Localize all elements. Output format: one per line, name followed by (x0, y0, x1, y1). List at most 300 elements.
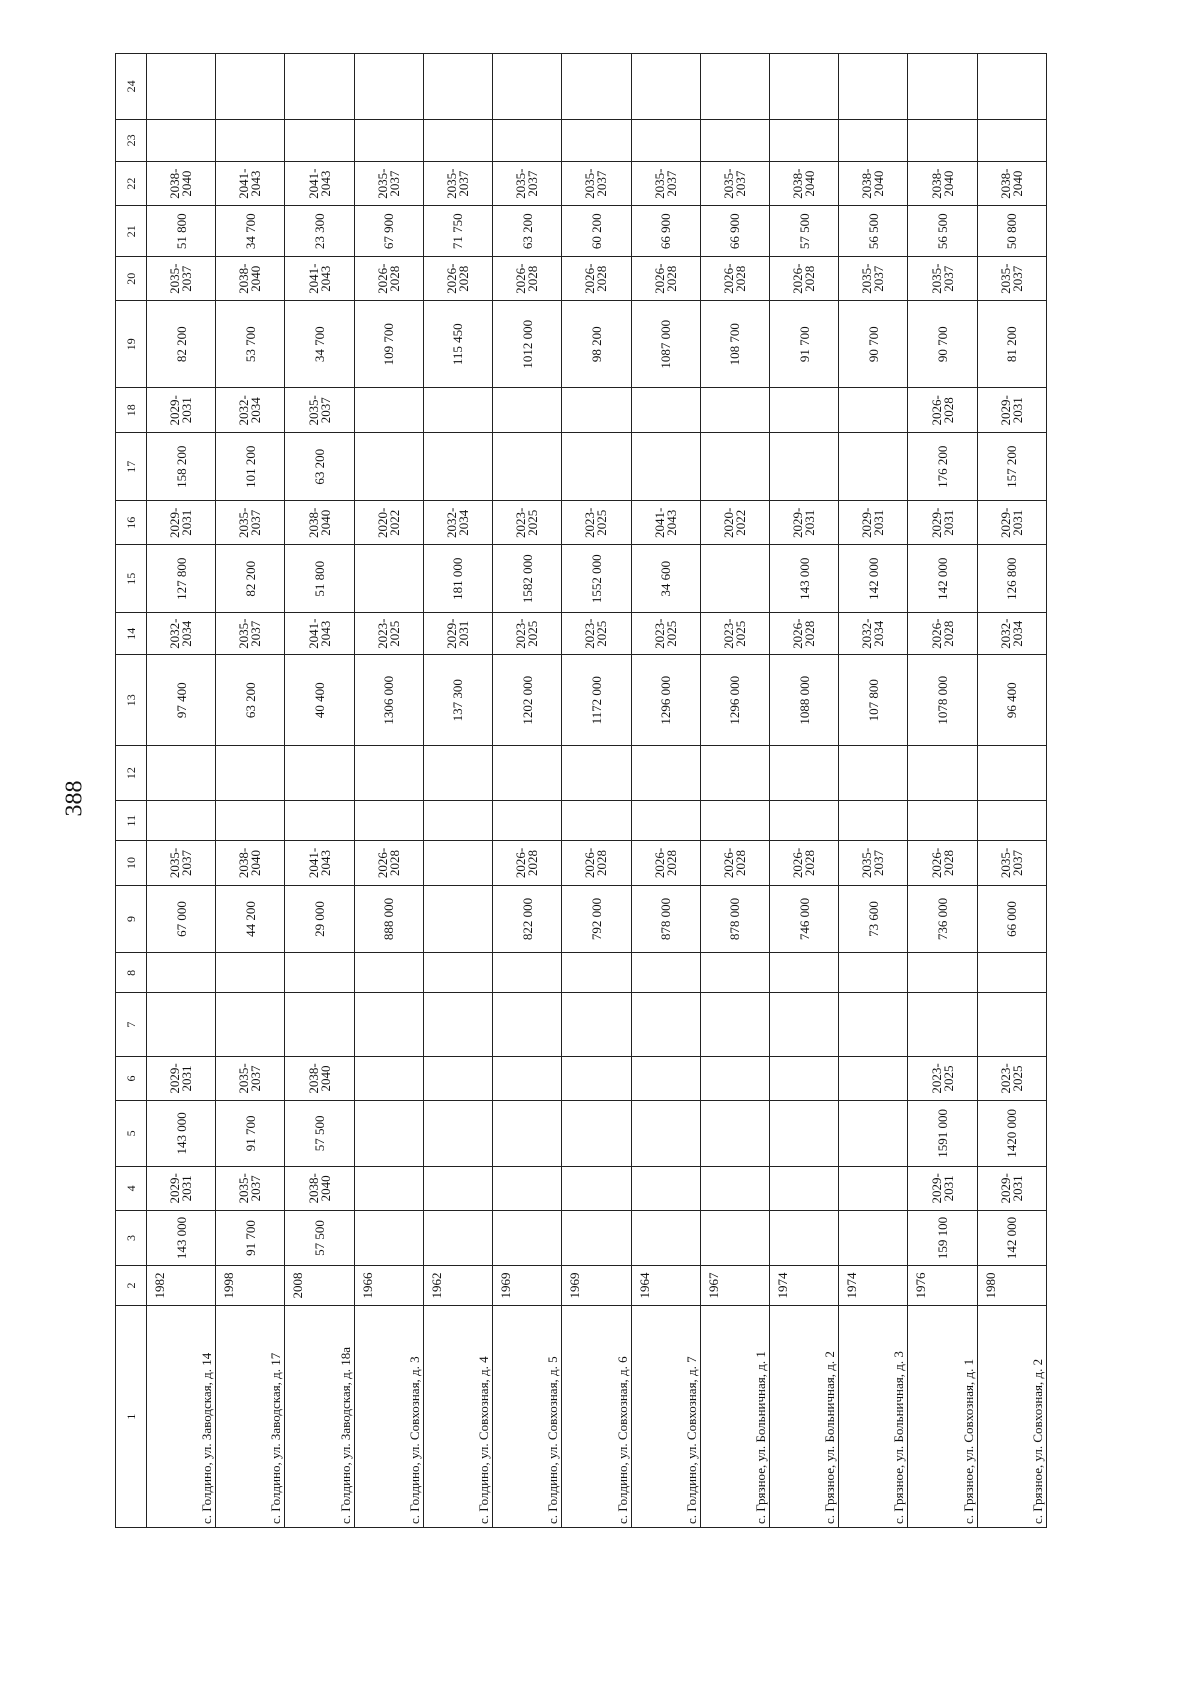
period-cell-col-22: 2035- 2037 (631, 161, 700, 205)
value-cell-col-24 (700, 54, 769, 120)
value-cell-col-8 (354, 953, 423, 993)
value-cell-col-11 (769, 801, 838, 841)
period-cell-col-20: 2026- 2028 (631, 257, 700, 301)
period-cell-col-16: 2029- 2031 (839, 501, 908, 545)
value-cell-col-17 (700, 433, 769, 501)
period-cell-col-16: 2029- 2031 (147, 501, 216, 545)
value-cell-col-11 (354, 801, 423, 841)
value-cell-col-24 (631, 54, 700, 120)
value-cell-col-19: 82 200 (147, 301, 216, 388)
period-cell-col-6 (839, 1056, 908, 1100)
value-cell-col-19: 53 700 (216, 301, 285, 388)
value-cell-col-5: 1420 000 (977, 1101, 1046, 1167)
value-cell-col-9 (423, 885, 492, 953)
address-cell: с. Голдино, ул. Заводская, д. 18а (285, 1306, 354, 1528)
column-number-16: 16 (116, 501, 147, 545)
value-cell-col-5: 1591 000 (908, 1101, 977, 1167)
value-cell-col-15: 1582 000 (493, 545, 562, 613)
value-cell-col-8 (977, 953, 1046, 993)
value-cell-col-21: 71 750 (423, 206, 492, 257)
period-cell-col-6: 2035- 2037 (216, 1056, 285, 1100)
period-cell-col-18 (769, 388, 838, 433)
address-cell: с. Голдино, ул. Совхозная, д. 4 (423, 1306, 492, 1528)
value-cell-col-3 (631, 1211, 700, 1266)
value-cell-col-8 (631, 953, 700, 993)
value-cell-col-7 (839, 993, 908, 1056)
period-cell-col-6 (769, 1056, 838, 1100)
value-cell-col-13: 1296 000 (700, 655, 769, 746)
value-cell-col-5 (562, 1101, 631, 1167)
value-cell-col-3: 57 500 (285, 1211, 354, 1266)
value-cell-col-17 (423, 433, 492, 501)
period-cell-col-14: 2023- 2025 (493, 613, 562, 655)
value-cell-col-15: 1552 000 (562, 545, 631, 613)
value-cell-col-8 (700, 953, 769, 993)
period-cell-col-22: 2035- 2037 (354, 161, 423, 205)
period-cell-col-14: 2023- 2025 (562, 613, 631, 655)
value-cell-col-13: 1296 000 (631, 655, 700, 746)
value-cell-col-9: 878 000 (631, 885, 700, 953)
value-cell-col-17: 158 200 (147, 433, 216, 501)
value-cell-col-23 (769, 119, 838, 161)
value-cell-col-8 (769, 953, 838, 993)
value-cell-col-17: 101 200 (216, 433, 285, 501)
value-cell-col-13: 96 400 (977, 655, 1046, 746)
value-cell-col-12 (216, 746, 285, 801)
period-cell-col-18 (562, 388, 631, 433)
value-cell-col-12 (562, 746, 631, 801)
value-cell-col-11 (631, 801, 700, 841)
value-cell-col-23 (908, 119, 977, 161)
value-cell-col-12 (631, 746, 700, 801)
value-cell-col-7 (423, 993, 492, 1056)
value-cell-col-8 (285, 953, 354, 993)
value-cell-col-12 (769, 746, 838, 801)
period-cell-col-16: 2023- 2025 (562, 501, 631, 545)
value-cell-col-9: 792 000 (562, 885, 631, 953)
period-cell-col-6 (493, 1056, 562, 1100)
column-number-9: 9 (116, 885, 147, 953)
value-cell-col-7 (493, 993, 562, 1056)
period-cell-col-18: 2029- 2031 (977, 388, 1046, 433)
value-cell-col-13: 63 200 (216, 655, 285, 746)
value-cell-col-11 (285, 801, 354, 841)
period-cell-col-10: 2026- 2028 (769, 841, 838, 885)
period-cell-col-4: 2029- 2031 (147, 1166, 216, 1210)
period-cell-col-10 (423, 841, 492, 885)
period-cell-col-18 (631, 388, 700, 433)
period-cell-col-6 (700, 1056, 769, 1100)
year-cell: 1969 (493, 1265, 562, 1305)
value-cell-col-19: 1087 000 (631, 301, 700, 388)
period-cell-col-16: 2029- 2031 (769, 501, 838, 545)
value-cell-col-15: 82 200 (216, 545, 285, 613)
period-cell-col-22: 2035- 2037 (423, 161, 492, 205)
period-cell-col-16: 2029- 2031 (977, 501, 1046, 545)
rotated-table-container (115, 53, 1047, 1528)
value-cell-col-13: 1088 000 (769, 655, 838, 746)
period-cell-col-22: 2038- 2040 (908, 161, 977, 205)
value-cell-col-11 (908, 801, 977, 841)
value-cell-col-23 (562, 119, 631, 161)
table-row (147, 54, 216, 1528)
value-cell-col-19: 108 700 (700, 301, 769, 388)
period-cell-col-14: 2035- 2037 (216, 613, 285, 655)
value-cell-col-9: 888 000 (354, 885, 423, 953)
period-cell-col-22: 2038- 2040 (769, 161, 838, 205)
value-cell-col-13: 97 400 (147, 655, 216, 746)
value-cell-col-7 (631, 993, 700, 1056)
value-cell-col-3 (839, 1211, 908, 1266)
period-cell-col-14: 2029- 2031 (423, 613, 492, 655)
value-cell-col-21: 56 500 (839, 206, 908, 257)
value-cell-col-9: 822 000 (493, 885, 562, 953)
value-cell-col-19: 1012 000 (493, 301, 562, 388)
value-cell-col-21: 66 900 (631, 206, 700, 257)
value-cell-col-17 (631, 433, 700, 501)
address-cell: с. Грязное, ул. Больничная, д. 1 (700, 1306, 769, 1528)
period-cell-col-18: 2026- 2028 (908, 388, 977, 433)
address-cell: с. Голдино, ул. Заводская, д. 14 (147, 1306, 216, 1528)
column-number-3: 3 (116, 1211, 147, 1266)
value-cell-col-5 (493, 1101, 562, 1167)
period-cell-col-6: 2023- 2025 (908, 1056, 977, 1100)
value-cell-col-3 (493, 1211, 562, 1266)
address-cell: с. Голдино, ул. Заводская, д. 17 (216, 1306, 285, 1528)
value-cell-col-24 (977, 54, 1046, 120)
column-number-13: 13 (116, 655, 147, 746)
table-row (285, 54, 354, 1528)
period-cell-col-4 (423, 1166, 492, 1210)
value-cell-col-3: 143 000 (147, 1211, 216, 1266)
value-cell-col-9: 736 000 (908, 885, 977, 953)
value-cell-col-19: 81 200 (977, 301, 1046, 388)
value-cell-col-12 (700, 746, 769, 801)
value-cell-col-12 (493, 746, 562, 801)
period-cell-col-4 (354, 1166, 423, 1210)
value-cell-col-11 (977, 801, 1046, 841)
value-cell-col-23 (839, 119, 908, 161)
table-row (562, 54, 631, 1528)
year-cell: 1976 (908, 1265, 977, 1305)
period-cell-col-20: 2035- 2037 (839, 257, 908, 301)
value-cell-col-7 (769, 993, 838, 1056)
value-cell-col-3: 91 700 (216, 1211, 285, 1266)
value-cell-col-3 (562, 1211, 631, 1266)
table-row (769, 54, 838, 1528)
period-cell-col-6: 2038- 2040 (285, 1056, 354, 1100)
value-cell-col-5 (423, 1101, 492, 1167)
period-cell-col-22: 2035- 2037 (700, 161, 769, 205)
column-number-19: 19 (116, 301, 147, 388)
value-cell-col-5: 143 000 (147, 1101, 216, 1167)
value-cell-col-12 (285, 746, 354, 801)
value-cell-col-19: 90 700 (908, 301, 977, 388)
column-number-14: 14 (116, 613, 147, 655)
value-cell-col-24 (285, 54, 354, 120)
value-cell-col-11 (700, 801, 769, 841)
value-cell-col-21: 63 200 (493, 206, 562, 257)
value-cell-col-9: 29 000 (285, 885, 354, 953)
value-cell-col-12 (147, 746, 216, 801)
period-cell-col-10: 2035- 2037 (839, 841, 908, 885)
value-cell-col-21: 51 800 (147, 206, 216, 257)
address-cell: с. Грязное, ул. Совхозная, д. 1 (908, 1306, 977, 1528)
value-cell-col-21: 23 300 (285, 206, 354, 257)
column-number-4: 4 (116, 1166, 147, 1210)
table-row (908, 54, 977, 1528)
column-number-7: 7 (116, 993, 147, 1056)
value-cell-col-24 (423, 54, 492, 120)
period-cell-col-16: 2020- 2022 (700, 501, 769, 545)
value-cell-col-11 (216, 801, 285, 841)
value-cell-col-7 (354, 993, 423, 1056)
value-cell-col-21: 66 900 (700, 206, 769, 257)
value-cell-col-7 (216, 993, 285, 1056)
period-cell-col-22: 2041- 2043 (216, 161, 285, 205)
column-number-11: 11 (116, 801, 147, 841)
address-cell: с. Грязное, ул. Больничная, д. 3 (839, 1306, 908, 1528)
period-cell-col-14: 2032- 2034 (147, 613, 216, 655)
period-cell-col-22: 2035- 2037 (493, 161, 562, 205)
period-cell-col-18: 2029- 2031 (147, 388, 216, 433)
address-cell: с. Голдино, ул. Совхозная, д. 7 (631, 1306, 700, 1528)
value-cell-col-15: 34 600 (631, 545, 700, 613)
value-cell-col-9: 746 000 (769, 885, 838, 953)
value-cell-col-17 (354, 433, 423, 501)
value-cell-col-5 (700, 1101, 769, 1167)
period-cell-col-14: 2041- 2043 (285, 613, 354, 655)
value-cell-col-15: 142 000 (908, 545, 977, 613)
year-cell: 1964 (631, 1265, 700, 1305)
value-cell-col-24 (839, 54, 908, 120)
address-cell: с. Голдино, ул. Совхозная, д. 3 (354, 1306, 423, 1528)
period-cell-col-6 (354, 1056, 423, 1100)
value-cell-col-13: 1078 000 (908, 655, 977, 746)
value-cell-col-23 (216, 119, 285, 161)
period-cell-col-16: 2032- 2034 (423, 501, 492, 545)
value-cell-col-5: 91 700 (216, 1101, 285, 1167)
period-cell-col-16: 2035- 2037 (216, 501, 285, 545)
value-cell-col-17 (493, 433, 562, 501)
period-cell-col-20: 2035- 2037 (977, 257, 1046, 301)
value-cell-col-11 (562, 801, 631, 841)
value-cell-col-12 (354, 746, 423, 801)
period-cell-col-4 (839, 1166, 908, 1210)
period-cell-col-4 (562, 1166, 631, 1210)
value-cell-col-15: 127 800 (147, 545, 216, 613)
value-cell-col-7 (562, 993, 631, 1056)
value-cell-col-19: 98 200 (562, 301, 631, 388)
period-cell-col-16: 2041- 2043 (631, 501, 700, 545)
value-cell-col-21: 56 500 (908, 206, 977, 257)
table-row (839, 54, 908, 1528)
value-cell-col-21: 60 200 (562, 206, 631, 257)
value-cell-col-12 (908, 746, 977, 801)
period-cell-col-10: 2026- 2028 (354, 841, 423, 885)
value-cell-col-5 (354, 1101, 423, 1167)
value-cell-col-12 (423, 746, 492, 801)
value-cell-col-24 (908, 54, 977, 120)
value-cell-col-9: 878 000 (700, 885, 769, 953)
value-cell-col-5 (631, 1101, 700, 1167)
column-number-2: 2 (116, 1265, 147, 1305)
period-cell-col-20: 2035- 2037 (147, 257, 216, 301)
value-cell-col-9: 44 200 (216, 885, 285, 953)
period-cell-col-4 (769, 1166, 838, 1210)
value-cell-col-13: 137 300 (423, 655, 492, 746)
period-cell-col-16: 2029- 2031 (908, 501, 977, 545)
period-cell-col-14: 2032- 2034 (977, 613, 1046, 655)
value-cell-col-8 (908, 953, 977, 993)
column-number-10: 10 (116, 841, 147, 885)
table-row (354, 54, 423, 1528)
year-cell: 1962 (423, 1265, 492, 1305)
period-cell-col-4: 2035- 2037 (216, 1166, 285, 1210)
value-cell-col-15: 142 000 (839, 545, 908, 613)
year-cell: 1998 (216, 1265, 285, 1305)
value-cell-col-8 (839, 953, 908, 993)
value-cell-col-12 (839, 746, 908, 801)
period-cell-col-6 (423, 1056, 492, 1100)
period-cell-col-10: 2035- 2037 (977, 841, 1046, 885)
period-cell-col-18 (700, 388, 769, 433)
value-cell-col-13: 1172 000 (562, 655, 631, 746)
period-cell-col-20: 2026- 2028 (493, 257, 562, 301)
value-cell-col-7 (147, 993, 216, 1056)
value-cell-col-3 (769, 1211, 838, 1266)
period-cell-col-10: 2041- 2043 (285, 841, 354, 885)
year-cell: 1967 (700, 1265, 769, 1305)
period-cell-col-16: 2023- 2025 (493, 501, 562, 545)
period-cell-col-6: 2023- 2025 (977, 1056, 1046, 1100)
period-cell-col-14: 2023- 2025 (631, 613, 700, 655)
value-cell-col-5 (769, 1101, 838, 1167)
period-cell-col-10: 2038- 2040 (216, 841, 285, 885)
value-cell-col-7 (977, 993, 1046, 1056)
period-cell-col-20: 2035- 2037 (908, 257, 977, 301)
value-cell-col-23 (285, 119, 354, 161)
value-cell-col-3 (354, 1211, 423, 1266)
period-cell-col-4 (631, 1166, 700, 1210)
value-cell-col-8 (147, 953, 216, 993)
value-cell-col-13: 1306 000 (354, 655, 423, 746)
value-cell-col-7 (700, 993, 769, 1056)
value-cell-col-24 (493, 54, 562, 120)
value-cell-col-17: 176 200 (908, 433, 977, 501)
table-row (423, 54, 492, 1528)
value-cell-col-23 (977, 119, 1046, 161)
value-cell-col-11 (423, 801, 492, 841)
address-cell: с. Грязное, ул. Больничная, д. 2 (769, 1306, 838, 1528)
value-cell-col-19: 90 700 (839, 301, 908, 388)
column-number-24: 24 (116, 54, 147, 120)
value-cell-col-15 (700, 545, 769, 613)
period-cell-col-10: 2026- 2028 (700, 841, 769, 885)
period-cell-col-20: 2026- 2028 (354, 257, 423, 301)
value-cell-col-17 (562, 433, 631, 501)
year-cell: 1974 (769, 1265, 838, 1305)
value-cell-col-12 (977, 746, 1046, 801)
value-cell-col-23 (700, 119, 769, 161)
value-cell-col-23 (493, 119, 562, 161)
period-cell-col-4: 2038- 2040 (285, 1166, 354, 1210)
value-cell-col-13: 1202 000 (493, 655, 562, 746)
table-row (977, 54, 1046, 1528)
period-cell-col-18: 2032- 2034 (216, 388, 285, 433)
value-cell-col-8 (493, 953, 562, 993)
year-cell: 2008 (285, 1265, 354, 1305)
value-cell-col-11 (839, 801, 908, 841)
period-cell-col-20: 2026- 2028 (562, 257, 631, 301)
value-cell-col-19: 115 450 (423, 301, 492, 388)
value-cell-col-8 (423, 953, 492, 993)
period-cell-col-4: 2029- 2031 (977, 1166, 1046, 1210)
period-cell-col-20: 2026- 2028 (769, 257, 838, 301)
value-cell-col-21: 34 700 (216, 206, 285, 257)
value-cell-col-15: 143 000 (769, 545, 838, 613)
period-cell-col-6 (562, 1056, 631, 1100)
value-cell-col-19: 109 700 (354, 301, 423, 388)
year-cell: 1974 (839, 1265, 908, 1305)
value-cell-col-11 (493, 801, 562, 841)
value-cell-col-3 (700, 1211, 769, 1266)
column-number-8: 8 (116, 953, 147, 993)
value-cell-col-9: 67 000 (147, 885, 216, 953)
value-cell-col-24 (216, 54, 285, 120)
address-cell: с. Голдино, ул. Совхозная, д. 5 (493, 1306, 562, 1528)
value-cell-col-11 (147, 801, 216, 841)
table-row (493, 54, 562, 1528)
period-cell-col-22: 2041- 2043 (285, 161, 354, 205)
value-cell-col-9: 73 600 (839, 885, 908, 953)
value-cell-col-17 (769, 433, 838, 501)
value-cell-col-24 (147, 54, 216, 120)
address-cell: с. Грязное, ул. Совхозная, д. 2 (977, 1306, 1046, 1528)
value-cell-col-15: 181 000 (423, 545, 492, 613)
period-cell-col-18 (354, 388, 423, 433)
period-cell-col-18 (423, 388, 492, 433)
value-cell-col-24 (562, 54, 631, 120)
column-number-12: 12 (116, 746, 147, 801)
column-number-23: 23 (116, 119, 147, 161)
value-cell-col-17 (839, 433, 908, 501)
period-cell-col-14: 2026- 2028 (908, 613, 977, 655)
value-cell-col-19: 34 700 (285, 301, 354, 388)
period-cell-col-18: 2035- 2037 (285, 388, 354, 433)
repair-schedule-table (115, 53, 1047, 1528)
year-cell: 1980 (977, 1265, 1046, 1305)
period-cell-col-22: 2038- 2040 (839, 161, 908, 205)
value-cell-col-13: 107 800 (839, 655, 908, 746)
period-cell-col-4: 2029- 2031 (908, 1166, 977, 1210)
value-cell-col-19: 91 700 (769, 301, 838, 388)
period-cell-col-14: 2032- 2034 (839, 613, 908, 655)
page-number: 388 (61, 780, 88, 817)
value-cell-col-21: 67 900 (354, 206, 423, 257)
column-number-20: 20 (116, 257, 147, 301)
value-cell-col-21: 57 500 (769, 206, 838, 257)
period-cell-col-20: 2038- 2040 (216, 257, 285, 301)
column-number-17: 17 (116, 433, 147, 501)
period-cell-col-20: 2026- 2028 (423, 257, 492, 301)
period-cell-col-18 (493, 388, 562, 433)
value-cell-col-24 (354, 54, 423, 120)
value-cell-col-7 (285, 993, 354, 1056)
value-cell-col-3: 159 100 (908, 1211, 977, 1266)
period-cell-col-20: 2026- 2028 (700, 257, 769, 301)
year-cell: 1966 (354, 1265, 423, 1305)
